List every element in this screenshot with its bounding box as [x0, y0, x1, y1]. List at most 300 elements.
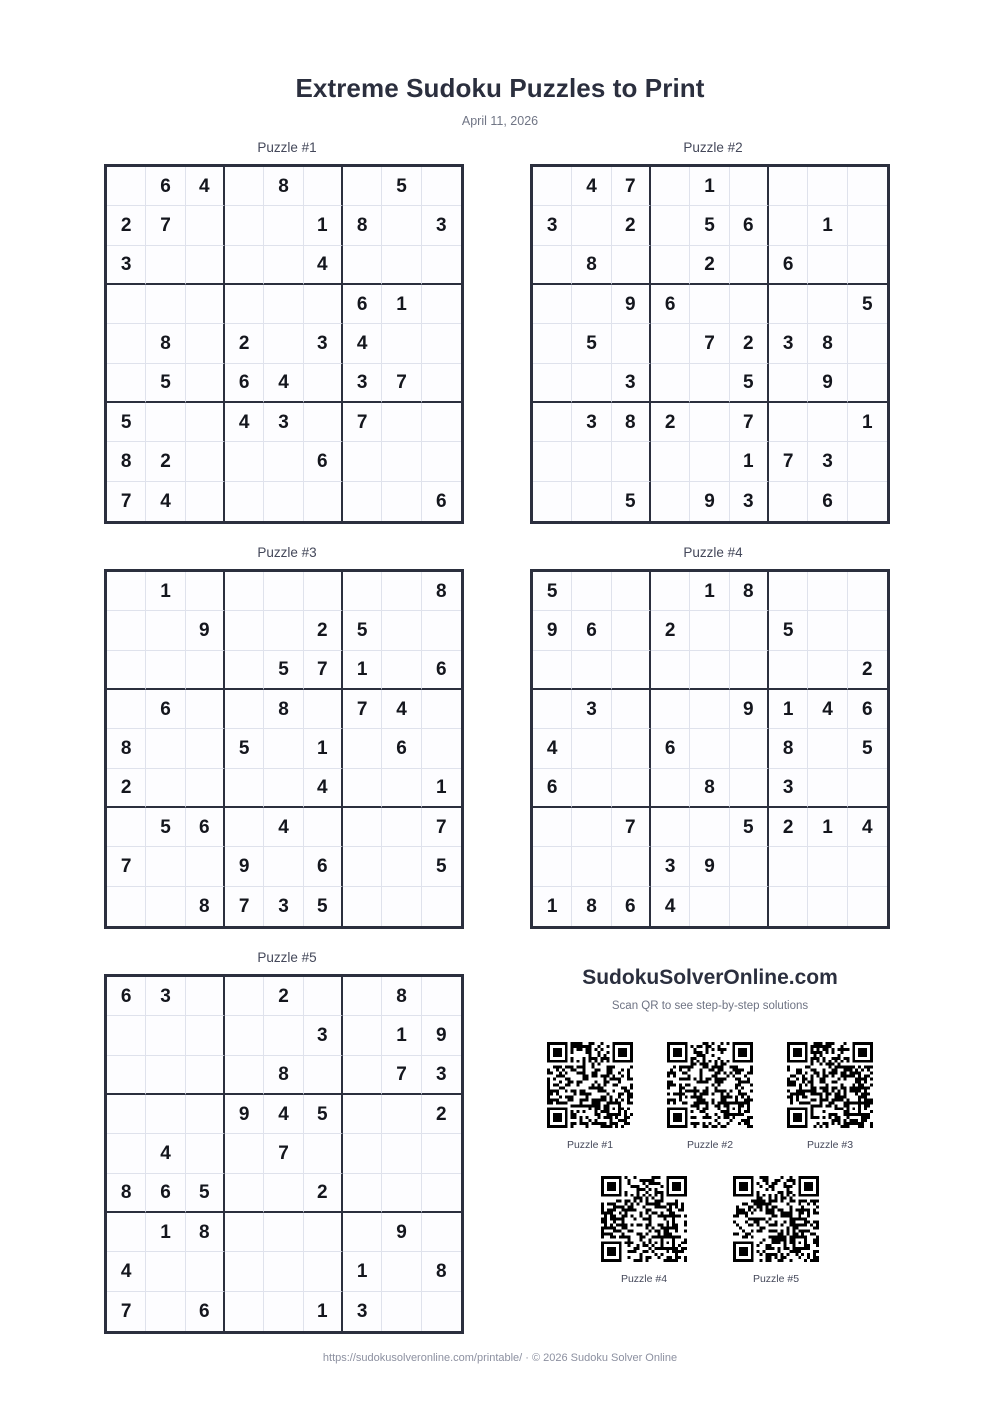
sudoku-cell[interactable]: 5 — [533, 572, 572, 611]
sudoku-cell[interactable]: 6 — [382, 729, 421, 768]
sudoku-cell[interactable] — [422, 364, 461, 403]
sudoku-cell[interactable] — [730, 887, 769, 926]
sudoku-cell[interactable]: 7 — [304, 651, 343, 690]
sudoku-cell[interactable]: 6 — [186, 1292, 225, 1331]
sudoku-cell[interactable] — [769, 482, 808, 521]
sudoku-cell[interactable]: 4 — [264, 1095, 303, 1134]
sudoku-cell[interactable] — [186, 1134, 225, 1173]
sudoku-cell[interactable]: 7 — [107, 847, 146, 886]
sudoku-cell[interactable] — [343, 769, 382, 808]
sudoku-cell[interactable]: 4 — [107, 1252, 146, 1291]
sudoku-cell[interactable] — [612, 690, 651, 729]
sudoku-cell[interactable] — [848, 324, 887, 363]
sudoku-grid-5[interactable] — [104, 974, 464, 1334]
sudoku-cell[interactable]: 4 — [264, 364, 303, 403]
sudoku-cell[interactable] — [264, 324, 303, 363]
sudoku-cell[interactable] — [186, 324, 225, 363]
sudoku-cell[interactable] — [146, 651, 185, 690]
sudoku-cell[interactable] — [533, 442, 572, 481]
sudoku-cell[interactable] — [769, 167, 808, 206]
sudoku-cell[interactable] — [186, 246, 225, 285]
sudoku-cell[interactable]: 8 — [146, 324, 185, 363]
sudoku-cell[interactable] — [848, 572, 887, 611]
sudoku-cell[interactable] — [651, 769, 690, 808]
sudoku-cell[interactable]: 4 — [146, 1134, 185, 1173]
sudoku-cell[interactable]: 5 — [769, 611, 808, 650]
sudoku-cell[interactable]: 5 — [146, 364, 185, 403]
sudoku-cell[interactable]: 9 — [612, 285, 651, 324]
sudoku-cell[interactable]: 2 — [146, 442, 185, 481]
sudoku-cell[interactable] — [304, 403, 343, 442]
sudoku-cell[interactable] — [225, 442, 264, 481]
sudoku-cell[interactable] — [382, 847, 421, 886]
sudoku-cell[interactable]: 6 — [651, 285, 690, 324]
sudoku-cell[interactable] — [186, 572, 225, 611]
sudoku-cell[interactable] — [382, 206, 421, 245]
qr-item[interactable] — [664, 1039, 756, 1152]
sudoku-cell[interactable]: 3 — [651, 847, 690, 886]
qr-item[interactable] — [598, 1173, 690, 1286]
sudoku-cell[interactable]: 5 — [848, 729, 887, 768]
sudoku-cell[interactable]: 9 — [422, 1016, 461, 1055]
sudoku-cell[interactable]: 9 — [690, 847, 729, 886]
sudoku-cell[interactable] — [304, 1213, 343, 1252]
sudoku-cell[interactable] — [769, 403, 808, 442]
sudoku-cell[interactable] — [382, 482, 421, 521]
sudoku-cell[interactable] — [225, 206, 264, 245]
sudoku-cell[interactable] — [422, 611, 461, 650]
sudoku-cell[interactable] — [690, 690, 729, 729]
sudoku-cell[interactable] — [651, 651, 690, 690]
sudoku-cell[interactable] — [225, 285, 264, 324]
sudoku-cell[interactable]: 6 — [769, 246, 808, 285]
sudoku-cell[interactable] — [225, 611, 264, 650]
sudoku-cell[interactable] — [186, 364, 225, 403]
sudoku-cell[interactable]: 5 — [225, 729, 264, 768]
sudoku-cell[interactable]: 4 — [848, 808, 887, 847]
sudoku-cell[interactable] — [690, 887, 729, 926]
sudoku-cell[interactable] — [422, 246, 461, 285]
sudoku-cell[interactable] — [533, 808, 572, 847]
sudoku-cell[interactable]: 1 — [769, 690, 808, 729]
sudoku-cell[interactable] — [769, 651, 808, 690]
sudoku-cell[interactable]: 2 — [612, 206, 651, 245]
sudoku-cell[interactable] — [186, 847, 225, 886]
sudoku-cell[interactable] — [146, 611, 185, 650]
sudoku-cell[interactable] — [572, 482, 611, 521]
sudoku-cell[interactable] — [612, 847, 651, 886]
sudoku-cell[interactable]: 6 — [146, 167, 185, 206]
sudoku-cell[interactable]: 6 — [107, 977, 146, 1016]
sudoku-cell[interactable] — [107, 611, 146, 650]
sudoku-cell[interactable] — [343, 1016, 382, 1055]
sudoku-cell[interactable]: 3 — [107, 246, 146, 285]
sudoku-cell[interactable] — [264, 769, 303, 808]
sudoku-cell[interactable] — [533, 167, 572, 206]
sudoku-cell[interactable]: 5 — [730, 808, 769, 847]
sudoku-cell[interactable] — [808, 611, 847, 650]
sudoku-cell[interactable]: 7 — [422, 808, 461, 847]
sudoku-cell[interactable] — [848, 246, 887, 285]
sudoku-cell[interactable] — [730, 769, 769, 808]
sudoku-cell[interactable] — [107, 1095, 146, 1134]
sudoku-cell[interactable]: 4 — [264, 808, 303, 847]
sudoku-cell[interactable]: 8 — [343, 206, 382, 245]
sudoku-cell[interactable]: 3 — [304, 324, 343, 363]
sudoku-cell[interactable] — [572, 808, 611, 847]
sudoku-cell[interactable] — [264, 847, 303, 886]
sudoku-cell[interactable]: 8 — [107, 442, 146, 481]
sudoku-cell[interactable]: 5 — [612, 482, 651, 521]
sudoku-cell[interactable] — [225, 246, 264, 285]
sudoku-cell[interactable] — [225, 1213, 264, 1252]
sudoku-cell[interactable] — [808, 285, 847, 324]
sudoku-cell[interactable]: 2 — [225, 324, 264, 363]
sudoku-cell[interactable]: 5 — [186, 1174, 225, 1213]
sudoku-cell[interactable] — [264, 1252, 303, 1291]
sudoku-cell[interactable] — [808, 403, 847, 442]
sudoku-cell[interactable] — [343, 1056, 382, 1095]
sudoku-cell[interactable]: 3 — [572, 403, 611, 442]
sudoku-cell[interactable] — [107, 324, 146, 363]
sudoku-cell[interactable]: 2 — [422, 1095, 461, 1134]
sudoku-cell[interactable] — [304, 808, 343, 847]
sudoku-cell[interactable]: 5 — [382, 167, 421, 206]
sudoku-cell[interactable] — [651, 324, 690, 363]
sudoku-cell[interactable]: 6 — [146, 1174, 185, 1213]
sudoku-cell[interactable] — [422, 324, 461, 363]
sudoku-cell[interactable] — [382, 442, 421, 481]
qr-code-icon[interactable] — [544, 1039, 636, 1131]
sudoku-cell[interactable]: 1 — [343, 651, 382, 690]
sudoku-cell[interactable] — [343, 572, 382, 611]
sudoku-cell[interactable]: 5 — [730, 364, 769, 403]
sudoku-cell[interactable]: 7 — [225, 887, 264, 926]
sudoku-cell[interactable]: 1 — [304, 729, 343, 768]
sudoku-cell[interactable] — [651, 482, 690, 521]
sudoku-cell[interactable] — [422, 690, 461, 729]
sudoku-cell[interactable]: 4 — [304, 769, 343, 808]
sudoku-cell[interactable]: 7 — [612, 808, 651, 847]
sudoku-cell[interactable] — [769, 206, 808, 245]
sudoku-cell[interactable]: 7 — [343, 690, 382, 729]
sudoku-cell[interactable]: 6 — [808, 482, 847, 521]
sudoku-cell[interactable] — [264, 729, 303, 768]
sudoku-cell[interactable] — [225, 482, 264, 521]
sudoku-cell[interactable]: 2 — [107, 206, 146, 245]
qr-item[interactable] — [730, 1173, 822, 1286]
sudoku-cell[interactable] — [422, 887, 461, 926]
sudoku-cell[interactable]: 9 — [225, 847, 264, 886]
sudoku-cell[interactable]: 5 — [264, 651, 303, 690]
sudoku-cell[interactable] — [730, 246, 769, 285]
sudoku-cell[interactable]: 1 — [304, 1292, 343, 1331]
sudoku-cell[interactable]: 9 — [186, 611, 225, 650]
sudoku-cell[interactable] — [848, 887, 887, 926]
sudoku-cell[interactable]: 9 — [382, 1213, 421, 1252]
sudoku-cell[interactable] — [264, 1016, 303, 1055]
sudoku-cell[interactable] — [146, 1095, 185, 1134]
sudoku-cell[interactable] — [382, 651, 421, 690]
sudoku-cell[interactable] — [264, 1213, 303, 1252]
sudoku-cell[interactable]: 6 — [422, 482, 461, 521]
sudoku-cell[interactable] — [304, 482, 343, 521]
sudoku-cell[interactable]: 8 — [264, 1056, 303, 1095]
sudoku-cell[interactable]: 5 — [572, 324, 611, 363]
sudoku-cell[interactable] — [304, 1134, 343, 1173]
sudoku-cell[interactable] — [186, 769, 225, 808]
sudoku-cell[interactable]: 6 — [730, 206, 769, 245]
sudoku-cell[interactable] — [186, 729, 225, 768]
sudoku-cell[interactable] — [382, 769, 421, 808]
sudoku-cell[interactable]: 9 — [730, 690, 769, 729]
sudoku-cell[interactable] — [651, 246, 690, 285]
sudoku-cell[interactable]: 8 — [422, 1252, 461, 1291]
sudoku-cell[interactable] — [848, 769, 887, 808]
sudoku-cell[interactable] — [382, 887, 421, 926]
sudoku-cell[interactable] — [422, 1174, 461, 1213]
sudoku-cell[interactable]: 1 — [146, 572, 185, 611]
sudoku-cell[interactable]: 7 — [107, 482, 146, 521]
sudoku-cell[interactable]: 6 — [422, 651, 461, 690]
sudoku-cell[interactable] — [186, 442, 225, 481]
sudoku-cell[interactable]: 3 — [769, 324, 808, 363]
sudoku-cell[interactable] — [146, 246, 185, 285]
sudoku-grid-4[interactable] — [530, 569, 890, 929]
sudoku-grid-3[interactable] — [104, 569, 464, 929]
sudoku-cell[interactable]: 2 — [651, 611, 690, 650]
sudoku-cell[interactable] — [225, 1292, 264, 1331]
sudoku-cell[interactable] — [225, 1252, 264, 1291]
sudoku-cell[interactable] — [533, 403, 572, 442]
sudoku-cell[interactable]: 7 — [382, 1056, 421, 1095]
sudoku-cell[interactable]: 1 — [808, 808, 847, 847]
sudoku-cell[interactable]: 8 — [690, 769, 729, 808]
sudoku-cell[interactable] — [343, 482, 382, 521]
sudoku-cell[interactable]: 8 — [186, 1213, 225, 1252]
sudoku-cell[interactable]: 9 — [690, 482, 729, 521]
sudoku-cell[interactable] — [146, 285, 185, 324]
sudoku-cell[interactable]: 8 — [186, 887, 225, 926]
sudoku-cell[interactable]: 1 — [730, 442, 769, 481]
sudoku-cell[interactable] — [690, 729, 729, 768]
sudoku-cell[interactable]: 1 — [690, 167, 729, 206]
sudoku-cell[interactable] — [572, 442, 611, 481]
sudoku-cell[interactable] — [422, 977, 461, 1016]
sudoku-cell[interactable] — [730, 285, 769, 324]
sudoku-cell[interactable]: 9 — [225, 1095, 264, 1134]
sudoku-cell[interactable]: 7 — [343, 403, 382, 442]
sudoku-cell[interactable] — [343, 1134, 382, 1173]
sudoku-cell[interactable] — [533, 364, 572, 403]
sudoku-cell[interactable]: 5 — [690, 206, 729, 245]
sudoku-cell[interactable] — [107, 364, 146, 403]
sudoku-cell[interactable]: 6 — [186, 808, 225, 847]
sudoku-cell[interactable]: 1 — [343, 1252, 382, 1291]
sudoku-cell[interactable] — [264, 442, 303, 481]
sudoku-cell[interactable] — [572, 206, 611, 245]
sudoku-cell[interactable] — [382, 324, 421, 363]
sudoku-cell[interactable]: 2 — [304, 1174, 343, 1213]
sudoku-cell[interactable]: 4 — [343, 324, 382, 363]
sudoku-cell[interactable] — [572, 769, 611, 808]
sudoku-cell[interactable] — [186, 651, 225, 690]
sudoku-cell[interactable] — [730, 651, 769, 690]
sudoku-cell[interactable]: 6 — [225, 364, 264, 403]
sudoku-cell[interactable] — [264, 482, 303, 521]
sudoku-cell[interactable]: 6 — [304, 847, 343, 886]
sudoku-cell[interactable]: 3 — [264, 887, 303, 926]
sudoku-cell[interactable]: 8 — [422, 572, 461, 611]
sudoku-cell[interactable] — [225, 690, 264, 729]
sudoku-cell[interactable] — [422, 729, 461, 768]
sudoku-cell[interactable]: 5 — [107, 403, 146, 442]
sudoku-cell[interactable] — [343, 729, 382, 768]
sudoku-cell[interactable] — [304, 1252, 343, 1291]
sudoku-cell[interactable] — [107, 572, 146, 611]
sudoku-cell[interactable]: 5 — [848, 285, 887, 324]
sudoku-cell[interactable] — [572, 364, 611, 403]
sudoku-cell[interactable] — [107, 690, 146, 729]
sudoku-cell[interactable] — [107, 1213, 146, 1252]
sudoku-cell[interactable]: 8 — [382, 977, 421, 1016]
sudoku-cell[interactable]: 7 — [382, 364, 421, 403]
sudoku-cell[interactable] — [612, 729, 651, 768]
sudoku-cell[interactable]: 8 — [107, 729, 146, 768]
sudoku-cell[interactable]: 6 — [848, 690, 887, 729]
sudoku-cell[interactable]: 7 — [690, 324, 729, 363]
sudoku-cell[interactable] — [186, 1252, 225, 1291]
sudoku-cell[interactable] — [651, 572, 690, 611]
sudoku-cell[interactable] — [146, 1252, 185, 1291]
sudoku-cell[interactable] — [382, 611, 421, 650]
sudoku-cell[interactable] — [107, 651, 146, 690]
sudoku-cell[interactable]: 7 — [612, 167, 651, 206]
sudoku-cell[interactable]: 6 — [343, 285, 382, 324]
sudoku-cell[interactable]: 1 — [382, 1016, 421, 1055]
sudoku-cell[interactable] — [382, 1134, 421, 1173]
sudoku-grid-2[interactable] — [530, 164, 890, 524]
sudoku-cell[interactable]: 4 — [382, 690, 421, 729]
sudoku-cell[interactable] — [572, 847, 611, 886]
sudoku-cell[interactable] — [343, 167, 382, 206]
sudoku-cell[interactable] — [186, 403, 225, 442]
sudoku-cell[interactable]: 3 — [730, 482, 769, 521]
sudoku-cell[interactable] — [264, 285, 303, 324]
sudoku-cell[interactable] — [382, 1095, 421, 1134]
sudoku-cell[interactable] — [343, 1095, 382, 1134]
sudoku-cell[interactable]: 7 — [730, 403, 769, 442]
sudoku-cell[interactable]: 8 — [808, 324, 847, 363]
sudoku-cell[interactable] — [533, 690, 572, 729]
sudoku-cell[interactable]: 1 — [848, 403, 887, 442]
sudoku-cell[interactable] — [572, 572, 611, 611]
sudoku-cell[interactable] — [382, 572, 421, 611]
sudoku-cell[interactable] — [422, 403, 461, 442]
sudoku-cell[interactable] — [264, 1292, 303, 1331]
sudoku-cell[interactable] — [146, 1292, 185, 1331]
sudoku-cell[interactable]: 2 — [690, 246, 729, 285]
sudoku-cell[interactable] — [304, 364, 343, 403]
sudoku-cell[interactable] — [225, 808, 264, 847]
sudoku-cell[interactable]: 3 — [304, 1016, 343, 1055]
sudoku-cell[interactable] — [533, 285, 572, 324]
sudoku-cell[interactable]: 8 — [572, 246, 611, 285]
sudoku-cell[interactable]: 8 — [264, 167, 303, 206]
sudoku-cell[interactable] — [225, 1016, 264, 1055]
sudoku-cell[interactable] — [107, 285, 146, 324]
qr-code-icon[interactable] — [784, 1039, 876, 1131]
sudoku-cell[interactable]: 8 — [572, 887, 611, 926]
sudoku-cell[interactable] — [572, 729, 611, 768]
sudoku-cell[interactable] — [422, 1213, 461, 1252]
sudoku-cell[interactable]: 8 — [107, 1174, 146, 1213]
sudoku-cell[interactable] — [186, 482, 225, 521]
sudoku-cell[interactable] — [572, 285, 611, 324]
sudoku-cell[interactable] — [769, 887, 808, 926]
sudoku-cell[interactable]: 3 — [343, 1292, 382, 1331]
sudoku-cell[interactable] — [808, 887, 847, 926]
sudoku-cell[interactable] — [690, 611, 729, 650]
sudoku-cell[interactable] — [225, 572, 264, 611]
sudoku-cell[interactable]: 5 — [304, 1095, 343, 1134]
sudoku-cell[interactable] — [225, 651, 264, 690]
sudoku-cell[interactable]: 3 — [422, 206, 461, 245]
sudoku-cell[interactable] — [612, 769, 651, 808]
sudoku-cell[interactable]: 5 — [304, 887, 343, 926]
sudoku-cell[interactable] — [690, 364, 729, 403]
sudoku-cell[interactable] — [533, 651, 572, 690]
sudoku-cell[interactable]: 1 — [146, 1213, 185, 1252]
qr-item[interactable] — [784, 1039, 876, 1152]
sudoku-cell[interactable] — [107, 887, 146, 926]
sudoku-cell[interactable] — [533, 482, 572, 521]
sudoku-cell[interactable] — [264, 611, 303, 650]
sudoku-cell[interactable]: 3 — [343, 364, 382, 403]
sudoku-cell[interactable] — [186, 690, 225, 729]
sudoku-cell[interactable]: 6 — [572, 611, 611, 650]
qr-code-icon[interactable] — [664, 1039, 756, 1131]
sudoku-cell[interactable]: 1 — [422, 769, 461, 808]
sudoku-cell[interactable] — [808, 572, 847, 611]
sudoku-cell[interactable] — [382, 1174, 421, 1213]
sudoku-cell[interactable] — [382, 403, 421, 442]
sudoku-cell[interactable] — [264, 1174, 303, 1213]
sudoku-cell[interactable] — [848, 847, 887, 886]
sudoku-cell[interactable] — [343, 847, 382, 886]
sudoku-cell[interactable]: 4 — [572, 167, 611, 206]
sudoku-cell[interactable] — [651, 690, 690, 729]
sudoku-cell[interactable] — [533, 324, 572, 363]
sudoku-cell[interactable] — [304, 572, 343, 611]
qr-code-icon[interactable] — [598, 1173, 690, 1265]
sudoku-cell[interactable]: 3 — [769, 769, 808, 808]
sudoku-cell[interactable] — [651, 167, 690, 206]
sudoku-cell[interactable] — [107, 1134, 146, 1173]
sudoku-cell[interactable] — [107, 1056, 146, 1095]
sudoku-cell[interactable] — [612, 572, 651, 611]
sudoku-cell[interactable]: 9 — [533, 611, 572, 650]
sudoku-cell[interactable]: 8 — [612, 403, 651, 442]
sudoku-cell[interactable]: 3 — [264, 403, 303, 442]
sudoku-cell[interactable] — [146, 729, 185, 768]
sudoku-cell[interactable] — [225, 167, 264, 206]
sudoku-cell[interactable] — [343, 442, 382, 481]
sudoku-cell[interactable] — [769, 572, 808, 611]
sudoku-cell[interactable] — [382, 1252, 421, 1291]
sudoku-cell[interactable]: 5 — [146, 808, 185, 847]
sudoku-cell[interactable]: 4 — [808, 690, 847, 729]
